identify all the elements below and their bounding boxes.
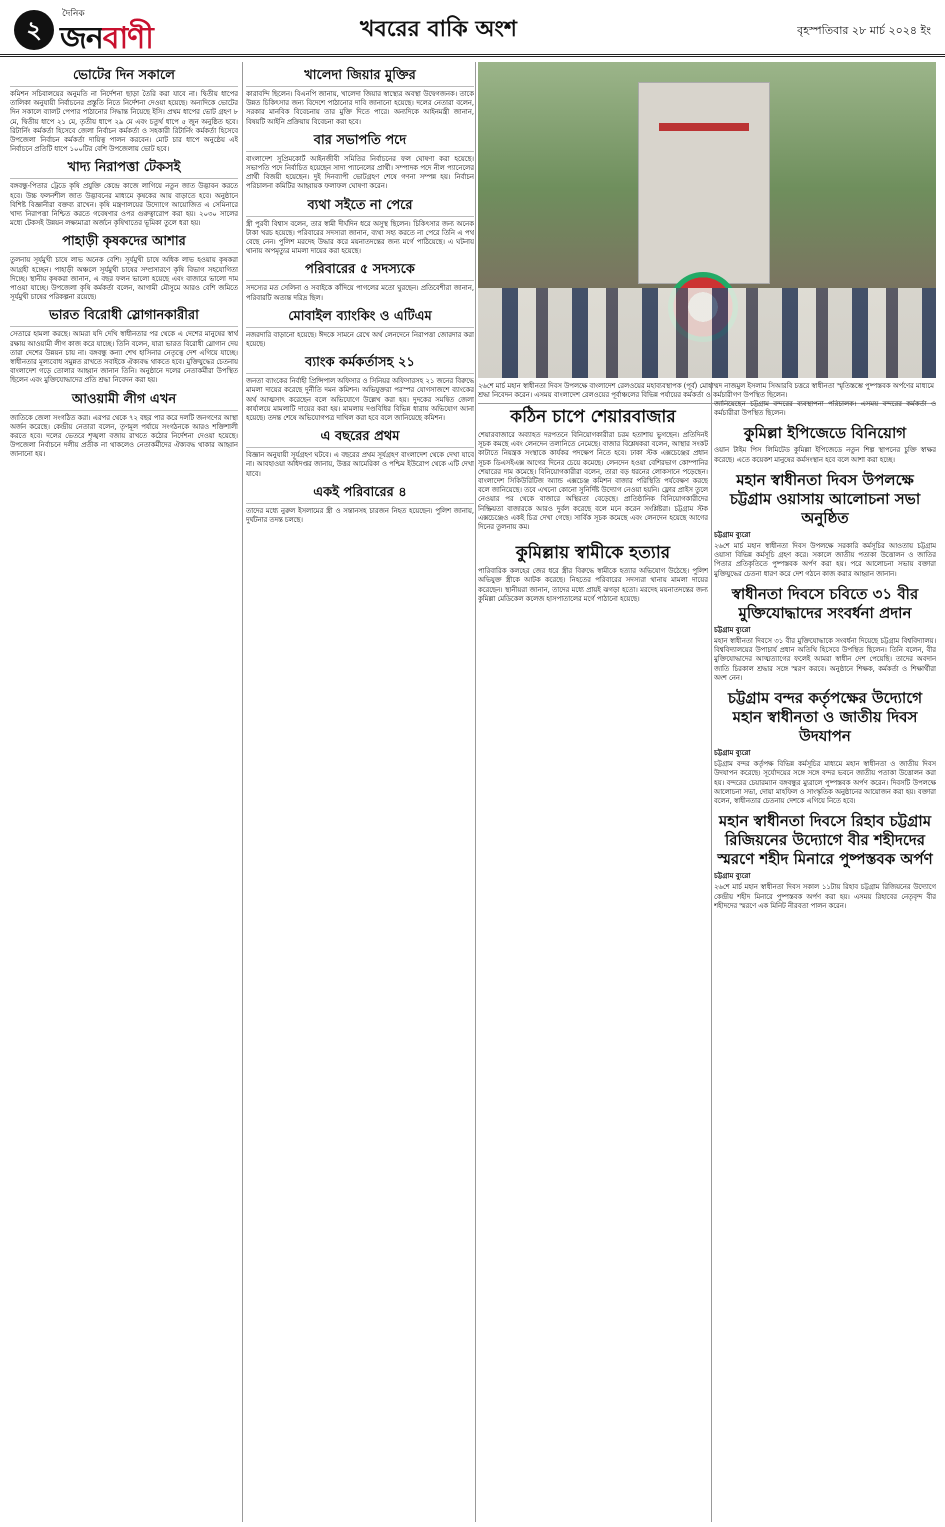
article-body: সেতারে হামলা করছে। আমরা যদি দেখি স্বাধীনতার পর থেকে এ দেশের মানুষের স্বার্থ রক্ষায় আওয়ামী লীগ কাজ করে যাচ্ছে। তিনি বলেন, যারা ভারত বিরোধী স্লোগান দেয় তারা দেশের উন্নয়ন চায় না। বঙ্গবন্ধু কন্যা শেখ হাসিনার নেতৃত্বে দেশ এগিয়ে যাচ্ছে। স্বাধীনতার মূল্যবোধ সমুন্নত রাখতে সবাইকে ঐক্যবদ্ধ থাকতে হবে। মুক্তিযুদ্ধের চেতনায় বাংলাদেশ গড়ে তোলার আহ্বান জানান তিনি। অনুষ্ঠানে দলের নেতাকর্মীরা উপস্থিত ছিলেন এবং মুক্তিযোদ্ধাদের প্রতি শ্রদ্ধা নিবেদন করা হয়। <box>10 330 238 385</box>
article-headline: ব্যাংক কর্মকর্তাসহ ২১ <box>246 355 474 374</box>
byline: চট্টগ্রাম ব্যুরো <box>714 749 751 758</box>
article <box>246 355 474 423</box>
masthead <box>0 0 945 57</box>
crowd <box>478 288 936 378</box>
article <box>246 485 474 525</box>
article <box>714 585 936 683</box>
article-body: জানিয়েছেন চট্টগ্রাম বন্দরের ব্যবস্থাপনা পরিচালক। এসময় বন্দরের কর্মকর্তা ও কর্মচারীরা উপস্থিত ছিলেন। <box>714 400 936 418</box>
article <box>10 392 238 460</box>
article-headline: মহান স্বাধীনতা দিবসে রিহাব চট্টগ্রাম রিজিয়নের উদ্যোগে বীর শহীদদের স্মরণে শহীদ মিনারে পুষ্পস্তবক অর্পণ <box>717 812 933 869</box>
article-headline: এ বছরের প্রথম <box>246 429 474 448</box>
article-headline: ভারত বিরোধী স্লোগানকারীরা <box>10 308 238 327</box>
article-body: শেয়ারবাজারে অব্যাহত দরপতনে বিনিয়োগকারীরা চরম হতাশায় ভুগছেন। প্রতিদিনই সূচক কমছে এবং লেনদেন তলানিতে নেমেছে। বাজার বিশ্লেষকরা বলেন, আস্থার সংকট কাটাতে নিয়ন্ত্রক সংস্থাকে কার্যকর পদক্ষেপ নিতে হবে। ঢাকা স্টক এক্সচেঞ্জের প্রধান সূচক ডিএসইএক্স আগের দিনের চেয়ে কমেছে। লেনদেন হওয়া বেশিরভাগ কোম্পানির শেয়ারের দাম কমেছে। বিনিয়োগকারীরা বলেন, তারা বড় ধরনের লোকসানে পড়েছেন। বাংলাদেশ সিকিউরিটিজ অ্যান্ড এক্সচেঞ্জ কমিশন বাজার পরিস্থিতি পর্যবেক্ষণ করছে বলে জানিয়েছে। তবে এখনো কোনো সুনির্দিষ্ট উদ্যোগ নেওয়া হয়নি। ফ্লোর প্রাইস তুলে নেওয়ার পর থেকে বাজারে অস্থিরতা বেড়েছে। প্রাতিষ্ঠানিক বিনিয়োগকারীদের নিষ্ক্রিয়তা বাজারকে আরও দুর্বল করেছে বলে মনে করেন সংশ্লিষ্টরা। চট্টগ্রাম স্টক এক্সচেঞ্জেও একই চিত্র দেখা গেছে। সার্বিক সূচক কমেছে এবং লেনদেন হয়েছে আগের দিনের তুলনায় কম। <box>478 431 708 532</box>
article-body: চট্টগ্রাম বন্দর কর্তৃপক্ষ বিভিন্ন কর্মসূচির মাধ্যমে মহান স্বাধীনতা ও জাতীয় দিবস উদযাপন করেছে। সূর্যোদয়ের সঙ্গে সঙ্গে বন্দর ভবনে জাতীয় পতাকা উত্তোলন করা হয়। বন্দরের চেয়ারম্যান বঙ্গবন্ধুর ম্যুরালে পুষ্পস্তবক অর্পণ করেন। দিবসটি উপলক্ষে আলোচনা সভা, দোয়া মাহফিল ও সাংস্কৃতিক অনুষ্ঠানের আয়োজন করা হয়। বক্তারা বলেন, স্বাধীনতার চেতনায় দেশকে এগিয়ে নিতে হবে। <box>714 760 936 806</box>
column-3 <box>478 400 708 1520</box>
article-body: তুলনায় সূর্যমুখী চাষে লাভ অনেক বেশি। সূর্যমুখী চাষে অধিক লাভ হওয়ায় কৃষকরা আগ্রহী হচ্ছেন। পাহাড়ী অঞ্চলে সূর্যমুখী চাষের সম্প্রসারণে কৃষি বিভাগ সহযোগিতা দিচ্ছে। স্থানীয় কৃষকরা জানান, এ বছর ফলন ভালো হয়েছে এবং বাজারে ভালো দাম পাওয়া যাচ্ছে। উপজেলা কৃষি কর্মকর্তা বলেন, আগামী মৌসুমে আরও বেশি জমিতে সূর্যমুখী চাষের পরিকল্পনা রয়েছে। <box>10 256 238 302</box>
article <box>10 234 238 302</box>
article <box>10 308 238 385</box>
column-divider <box>711 382 712 1522</box>
article-headline: ভোটের দিন সকালে <box>10 68 238 87</box>
article-headline: চট্টগ্রাম বন্দর কর্তৃপক্ষের উদ্যোগে মহান স্বাধীনতা ও জাতীয় দিবস উদযাপন <box>727 689 923 746</box>
article-headline: বার সভাপতি পদে <box>246 133 474 152</box>
paper-logo: জনবাণী <box>60 21 153 56</box>
article-headline: মহান স্বাধীনতা দিবস উপলক্ষে চট্টগ্রাম ওয়াসায় আলোচনা সভা অনুষ্ঠিত <box>729 470 921 527</box>
article-headline: খাদ্য নিরাপত্তা টেকসই <box>10 160 238 179</box>
column-divider <box>242 62 243 1522</box>
article <box>246 262 474 302</box>
issue-date: বৃহস্পতিবার ২৮ মার্চ ২০২৪ ইং <box>797 24 931 37</box>
article <box>246 429 474 479</box>
article-body: পারিবারিক কলহের জের ধরে স্ত্রীর বিরুদ্ধে স্বামীকে হত্যার অভিযোগ উঠেছে। পুলিশ অভিযুক্ত স্ত্রীকে আটক করেছে। নিহতের পরিবারের সদস্যরা থানায় মামলা দায়ের করেছেন। স্থানীয়রা জানান, তাদের মধ্যে প্রায়ই ঝগড়া হতো। মরদেহ ময়নাতদন্তের জন্য কুমিল্লা মেডিকেল কলেজ হাসপাতালের মর্গে পাঠানো হয়েছে। <box>478 567 708 603</box>
article-body: জাতিকে জেলা সংগঠিত করা। এরপর থেকে ৭২ বছর পার করে দলটি জনগণের আস্থা অর্জন করেছে। কেন্দ্রীয় নেতারা বলেন, তৃণমূল পর্যায়ে সংগঠনকে আরও শক্তিশালী করতে হবে। দলের ভেতরে শৃঙ্খলা বজায় রাখতে কঠোর নির্দেশনা দেওয়া হয়েছে। উপজেলা নির্বাচনে দলীয় প্রতীক না থাকলেও নেতাকর্মীদের ঐক্যবদ্ধ থাকার আহ্বান জানানো হয়। <box>10 413 238 459</box>
article <box>478 406 708 532</box>
article-body: কারাবন্দি ছিলেন। বিএনপি জানায়, খালেদা জিয়ার স্বাস্থ্যের অবস্থা উদ্বেগজনক। তাকে উন্নত চিকিৎসার জন্য বিদেশে পাঠানোর দাবি জানানো হয়েছে। দলের নেতারা বলেন, সরকার মানবিক বিবেচনায় তার মুক্তি দিতে পারে। অন্যদিকে আইনমন্ত্রী জানান, বিষয়টি আইনি প্রক্রিয়ায় বিবেচনা করা হবে। <box>246 90 474 126</box>
article-body: নজরদারি বাড়ানো হয়েছে। ঈদকে সামনে রেখে অর্থ লেনদেনে নিরাপত্তা জোরদার করা হয়েছে। <box>246 330 474 349</box>
paper-prefix: দৈনিক <box>62 9 85 19</box>
photo-caption: ২৬শে মার্চ মহান স্বাধীনতা দিবস উপলক্ষে বাংলাদেশ রেলওয়ের মহাব্যবস্থাপক (পূর্ব) মোহাম্মদ নাজমুল ইসলাম সিআরবি চত্তরে স্বাধীনতা স্মৃতিস্তম্ভে পুষ্পস্তবক অর্পণের মাধ্যমে শ্রদ্ধা নিবেদন করেন। এসময় বাংলাদেশ রেলওয়ের পূর্বাঞ্চলের বিভিন্ন পর্যায়ের কর্মকর্তা ও কর্মচারীগণ উপস্থিত ছিলেন। <box>478 382 936 404</box>
article-body: ওয়ান টাইম পিস লিমিটেড কুমিল্লা ইপিজেডে নতুন শিল্প স্থাপনের চুক্তি স্বাক্ষর করেছে। এতে কয়েকশ মানুষের কর্মসংস্থান হবে বলে আশা করা হচ্ছে। <box>714 446 936 464</box>
article-body: বিজ্ঞান অনুযায়ী সূর্যগ্রহণ ঘটবে। এ বছরের প্রথম সূর্যগ্রহণ বাংলাদেশ থেকে দেখা যাবে না। আবহাওয়া অধিদপ্তর জানায়, উত্তর আমেরিকা ও পশ্চিম ইউরোপ থেকে এটি দেখা যাবে। <box>246 451 474 478</box>
article-body: সদস্যের মত সেলিনা ও সবাইকে কাঁদিয়ে পাগলের মতো ঘুরছেন। প্রতিবেশীরা জানান, পরিবারটি অত্যন্ত দরিদ্র ছিল। <box>246 284 474 302</box>
article-headline: কুমিল্লা ইপিজেডে বিনিয়োগ <box>743 424 907 443</box>
byline: চট্টগ্রাম ব্যুরো <box>714 625 751 634</box>
article-headline: স্বাধীনতা দিবসে চবিতে ৩১ বীর মুক্তিযোদ্ধাদের সংবর্ধনা প্রদান <box>731 584 919 622</box>
article-headline: আওয়ামী লীগ এখন <box>10 392 238 411</box>
article <box>478 542 708 604</box>
article <box>714 400 936 418</box>
article-headline: ব্যথা সইতে না পেরে <box>246 198 474 217</box>
article <box>714 424 936 464</box>
news-photo <box>478 62 936 378</box>
article-body: মহান স্বাধীনতা দিবসে ৩১ বীর মুক্তিযোদ্ধাকে সংবর্ধনা দিয়েছে চট্টগ্রাম বিশ্ববিদ্যালয়। বিশ্ববিদ্যালয়ের উপাচার্য প্রধান অতিথি হিসেবে উপস্থিত ছিলেন। তিনি বলেন, বীর মুক্তিযোদ্ধাদের আত্মত্যাগের ফলেই আমরা স্বাধীন দেশ পেয়েছি। তাদের অবদান জাতি চিরকাল শ্রদ্ধার সঙ্গে স্মরণ করবে। অনুষ্ঠানে শিক্ষক, কর্মকর্তা ও শিক্ষার্থীরা অংশ নেন। <box>714 637 936 682</box>
article-body: কমিশন সচিবালয়ের অনুমতি না নির্দেশনা ছাড়া তৈরি করা যাবে না। দ্বিতীয় ধাপের তালিকা অনুযায়ী নির্বাচনের প্রস্তুতি নিতে নির্দেশনা দেওয়া হয়েছে। অন্যদিকে ভোটের দিন সকালে ব্যালট পেপার পাঠানোর সিদ্ধান্ত নিয়েছে ইসি। প্রথম ধাপের ভোট গ্রহণ ৮ মে, দ্বিতীয় ধাপে ২১ মে, তৃতীয় ধাপে ২৯ মে এবং চতুর্থ ধাপে ৫ জুন অনুষ্ঠিত হবে। রিটার্নিং কর্মকর্তা হিসেবে জেলা নির্বাচন কর্মকর্তা ও সহকারী রিটার্নিং কর্মকর্তা হিসেবে উপজেলা নির্বাচন কর্মকর্তা দায়িত্ব পালন করবেন। মোট চার ধাপে অনুষ্ঠেয় এই নির্বাচনে প্রতিটি ধাপে ১০০টির বেশি উপজেলায় ভোট হবে। <box>10 90 238 154</box>
article-body: বঙ্গবন্ধু-পিতার ট্রেডে কৃষি প্রযুক্তি কেন্দ্রে কাজে লাগিয়ে নতুন জাত উদ্ভাবন করতে হবে। উচ্চ ফলনশীল জাত উদ্ভাবনের মাধ্যমে কৃষকের আয় বাড়াতে হবে। অনুষ্ঠানে বিশিষ্ট বিজ্ঞানীরা বক্তব্য রাখেন। কৃষি মন্ত্রণালয়ের উদ্যোগে আয়োজিত এ সেমিনারে খাদ্য নিরাপত্তা নিশ্চিত করতে গবেষণার ওপর গুরুত্বারোপ করা হয়। ২০৩০ সালের মধ্যে টেকসই উন্নয়ন লক্ষ্যমাত্রা অর্জনে কৃষিখাতের ভূমিকা তুলে ধরা হয়। <box>10 182 238 228</box>
article <box>10 160 238 228</box>
article-body: জনতা ব্যাংকের নির্বাহী প্রিন্সিপাল অফিসার ও সিনিয়র অফিসারসহ ২১ জনের বিরুদ্ধে মামলা দায়ের করেছে দুর্নীতি দমন কমিশন। অভিযুক্তরা পরস্পর যোগসাজশে ব্যাংকের অর্থ আত্মসাৎ করেছেন বলে অভিযোগে উল্লেখ করা হয়। দুদকের সমন্বিত জেলা কার্যালয়ে মামলাটি দায়ের করা হয়। মামলায় দণ্ডবিধির বিভিন্ন ধারায় অভিযোগ আনা হয়েছে। তদন্ত শেষে অভিযোগপত্র দাখিল করা হবে বলে জানিয়েছে কমিশন। <box>246 377 474 423</box>
article <box>714 471 936 579</box>
article-body: ২৬শে মার্চ মহান স্বাধীনতা দিবস সকাল ১১টায় রিহাব চট্টগ্রাম রিজিয়নের উদ্যোগে কেন্দ্রীয় শহীদ মিনারে পুষ্পস্তবক অর্পণ করা হয়। এসময় রিহাবের নেতৃবৃন্দ বীর শহীদদের স্মরণে এক মিনিট নীরবতা পালন করেন। <box>714 883 936 910</box>
article-headline: একই পরিবারের ৪ <box>246 485 474 504</box>
article <box>246 68 474 127</box>
column-4 <box>714 400 936 1520</box>
page-number: ২ <box>14 10 54 50</box>
article-headline: খালেদা জিয়ার মুক্তির <box>246 68 474 87</box>
article-body: স্ত্রী পুরবী বিশ্বাস বলেন, তার স্বামী দীর্ঘদিন ধরে অসুস্থ ছিলেন। চিকিৎসার জন্য অনেক টাকা খরচ হয়েছে। পরিবারের সদস্যরা জানান, ব্যথা সহ্য করতে না পেরে তিনি এ পথ বেছে নেন। পুলিশ মরদেহ উদ্ধার করে ময়নাতদন্তের জন্য মর্গে পাঠিয়েছে। এ ঘটনায় থানায় অপমৃত্যুর মামলা দায়ের করা হয়েছে। <box>246 219 474 256</box>
article <box>246 133 474 192</box>
byline: চট্টগ্রাম ব্যুরো <box>714 530 751 539</box>
article-headline: পাহাড়ী কৃষকদের আশার <box>10 234 238 253</box>
article-headline: মোবাইল ব্যাংকিং ও এটিএম <box>246 309 474 328</box>
section-title: খবরের বাকি অংশ <box>360 16 517 42</box>
article-body: ২৬শে মার্চ মহান স্বাধীনতা দিবস উপলক্ষে সরকারি কর্মসূচির আওতায় চট্টগ্রাম ওয়াসা বিভিন্ন কর্মসূচি গ্রহণ করে। সকালে জাতীয় পতাকা উত্তোলন ও জাতির পিতার প্রতিকৃতিতে পুষ্পস্তবক অর্পণ করা হয়। পরে আলোচনা সভায় বক্তারা মুক্তিযুদ্ধের চেতনা ধারণ করে দেশ গঠনে কাজ করার আহ্বান জানান। <box>714 542 936 578</box>
article-body: তাদের মধ্যে নুরুল ইসলামের স্ত্রী ও সন্তানসহ চারজন নিহত হয়েছেন। পুলিশ জানায়, দুর্ঘটনার তদন্ত চলছে। <box>246 506 474 525</box>
article-body: বাংলাদেশ সুপ্রিমকোর্ট আইনজীবী সমিতির নির্বাচনের ফল ঘোষণা করা হয়েছে। সভাপতি পদে নির্বাচিত হয়েছেন সাদা প্যানেলের প্রার্থী। সম্পাদক পদে নীল প্যানেলের প্রার্থী বিজয়ী হয়েছেন। দুই দিনব্যাপী ভোটগ্রহণ শেষে গণনা সম্পন্ন হয়। নির্বাচন পরিচালনা কমিটির আহ্বায়ক ফলাফল ঘোষণা করেন। <box>246 154 474 191</box>
article <box>714 689 936 806</box>
article-headline: পরিবারের ৫ সদস্যকে <box>246 262 474 281</box>
article-headline: কঠিন চাপে শেয়ারবাজার <box>510 407 676 427</box>
column-1 <box>10 62 238 1520</box>
article <box>246 309 474 349</box>
article <box>246 198 474 257</box>
byline: চট্টগ্রাম ব্যুরো <box>714 872 751 881</box>
article <box>714 812 936 911</box>
article-headline: কুমিল্লায় স্বামীকে হত্যার <box>515 543 671 564</box>
article <box>10 68 238 154</box>
monument <box>638 82 770 284</box>
column-2 <box>246 62 474 1520</box>
column-divider <box>475 62 476 1522</box>
